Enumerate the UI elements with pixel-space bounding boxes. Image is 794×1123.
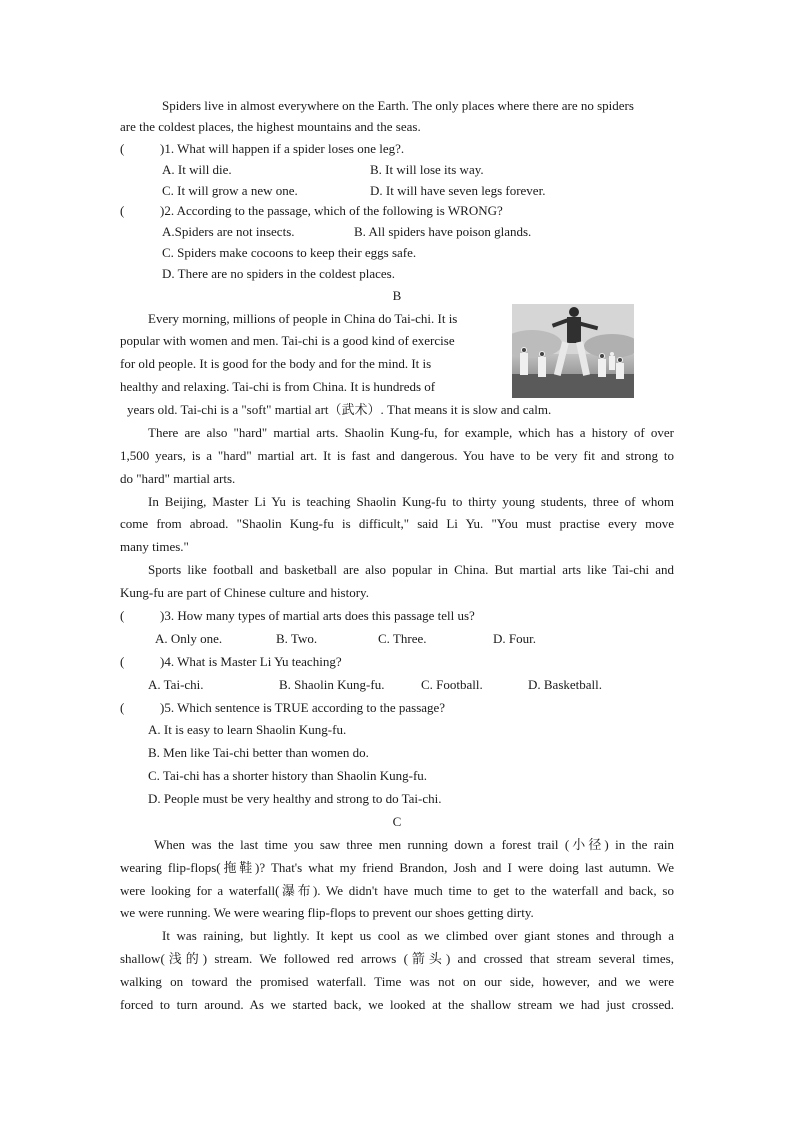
tai-chi-photo bbox=[512, 304, 634, 398]
q3-option-a[interactable]: A. Only one. bbox=[155, 631, 223, 646]
passage-c-p2-line: shallow(浅的) stream. We followed red arrows (箭头) and crossed that stream several times, bbox=[120, 951, 674, 966]
q2-option-d[interactable]: D. There are no spiders in the coldest places. bbox=[162, 266, 395, 281]
passage-b-p1-line: years old. Tai-chi is a "soft" martial art（武术）. That means it is slow and calm. bbox=[127, 402, 552, 417]
q2-option-b[interactable]: B. All spiders have poison glands. bbox=[354, 224, 532, 239]
answer-paren-2[interactable]: ( bbox=[120, 203, 125, 218]
q4-option-b[interactable]: B. Shaolin Kung-fu. bbox=[279, 677, 385, 692]
passage-c-p2-line: walking on toward the promised waterfall. Time was not on our side, however, and we were bbox=[120, 974, 674, 989]
q3-option-c[interactable]: C. Three. bbox=[378, 631, 427, 646]
passage-c-p1-line: were looking for a waterfall(瀑布). We didn't have much time to get to the waterfall and back, so bbox=[120, 883, 674, 898]
passage-c-p2-line: It was raining, but lightly. It kept us cool as we climbed over giant stones and through a bbox=[162, 928, 674, 943]
q5-option-c[interactable]: C. Tai-chi has a shorter history than Shaolin Kung-fu. bbox=[148, 768, 428, 783]
q5-option-b[interactable]: B. Men like Tai-chi better than women do. bbox=[148, 745, 369, 760]
passage-b-p2-line: 1,500 years, is a "hard" martial art. It is fast and dangerous. You have to be very fit and strong to bbox=[120, 448, 674, 463]
answer-paren-1[interactable]: ( bbox=[120, 141, 125, 156]
passage-c-p1-line: When was the last time you saw three men running down a forest trail (小径) in the rain bbox=[154, 837, 674, 852]
passage-b-p4-line: Kung-fu are part of Chinese culture and history. bbox=[120, 585, 369, 600]
passage-b-p2-line: There are also "hard" martial arts. Shaolin Kung-fu, for example, which has a history of over bbox=[148, 425, 674, 440]
q5-option-a[interactable]: A. It is easy to learn Shaolin Kung-fu. bbox=[148, 722, 347, 737]
passage-b-p3-line: come from abroad. "Shaolin Kung-fu is difficult," said Li Yu. "You must practise every move bbox=[120, 516, 674, 531]
passage-b-p1-line: Every morning, millions of people in China do Tai-chi. It is bbox=[148, 311, 458, 326]
question-4: )4. What is Master Li Yu teaching? bbox=[160, 654, 342, 669]
answer-paren-5[interactable]: ( bbox=[120, 700, 125, 715]
passage-b-p2-line: do "hard" martial arts. bbox=[120, 471, 236, 486]
question-1: )1. What will happen if a spider loses one leg?. bbox=[160, 141, 405, 156]
passage-c-p1-line: we were running. We were wearing flip-flops to prevent our shoes getting dirty. bbox=[120, 905, 534, 920]
q3-option-d[interactable]: D. Four. bbox=[493, 631, 536, 646]
q1-option-b[interactable]: B. It will lose its way. bbox=[370, 162, 484, 177]
q1-option-c[interactable]: C. It will grow a new one. bbox=[162, 183, 298, 198]
q5-option-d[interactable]: D. People must be very healthy and strong to do Tai-chi. bbox=[148, 791, 442, 806]
passage-b-p1-line: healthy and relaxing. Tai-chi is from China. It is hundreds of bbox=[120, 379, 436, 394]
question-5: )5. Which sentence is TRUE according to the passage? bbox=[160, 700, 446, 715]
passage-a-line-2: are the coldest places, the highest mountains and the seas. bbox=[120, 119, 421, 134]
q4-option-d[interactable]: D. Basketball. bbox=[528, 677, 603, 692]
passage-b-p1-line: popular with women and men. Tai-chi is a good kind of exercise bbox=[120, 333, 455, 348]
passage-a-line-1: Spiders live in almost everywhere on the Earth. The only places where there are no spiders bbox=[162, 98, 634, 113]
q1-option-a[interactable]: A. It will die. bbox=[162, 162, 232, 177]
passage-b-heading: B bbox=[392, 288, 402, 303]
passage-c-p1-line: wearing flip-flops(拖鞋)? That's what my friend Brandon, Josh and I were doing last autumn. We bbox=[120, 860, 674, 875]
q2-option-a[interactable]: A.Spiders are not insects. bbox=[162, 224, 295, 239]
passage-b-p1-line: for old people. It is good for the body and for the mind. It is bbox=[120, 356, 432, 371]
answer-paren-3[interactable]: ( bbox=[120, 608, 125, 623]
passage-c-p2-line: forced to turn around. As we started back, we looked at the shallow stream we had just crossed. bbox=[120, 997, 674, 1012]
q3-option-b[interactable]: B. Two. bbox=[276, 631, 318, 646]
q1-option-d[interactable]: D. It will have seven legs forever. bbox=[370, 183, 546, 198]
answer-paren-4[interactable]: ( bbox=[120, 654, 125, 669]
question-2: )2. According to the passage, which of the following is WRONG? bbox=[160, 203, 503, 218]
question-3: )3. How many types of martial arts does this passage tell us? bbox=[160, 608, 475, 623]
q4-option-c[interactable]: C. Football. bbox=[421, 677, 483, 692]
passage-c-heading: C bbox=[392, 814, 402, 829]
q2-option-c[interactable]: C. Spiders make cocoons to keep their eggs safe. bbox=[162, 245, 417, 260]
passage-b-p4-line: Sports like football and basketball are also popular in China. But martial arts like Tai-chi and bbox=[148, 562, 674, 577]
passage-b-p3-line: In Beijing, Master Li Yu is teaching Shaolin Kung-fu to thirty young students, three of whom bbox=[148, 494, 674, 509]
q4-option-a[interactable]: A. Tai-chi. bbox=[148, 677, 204, 692]
passage-b-p3-line: many times." bbox=[120, 539, 189, 554]
